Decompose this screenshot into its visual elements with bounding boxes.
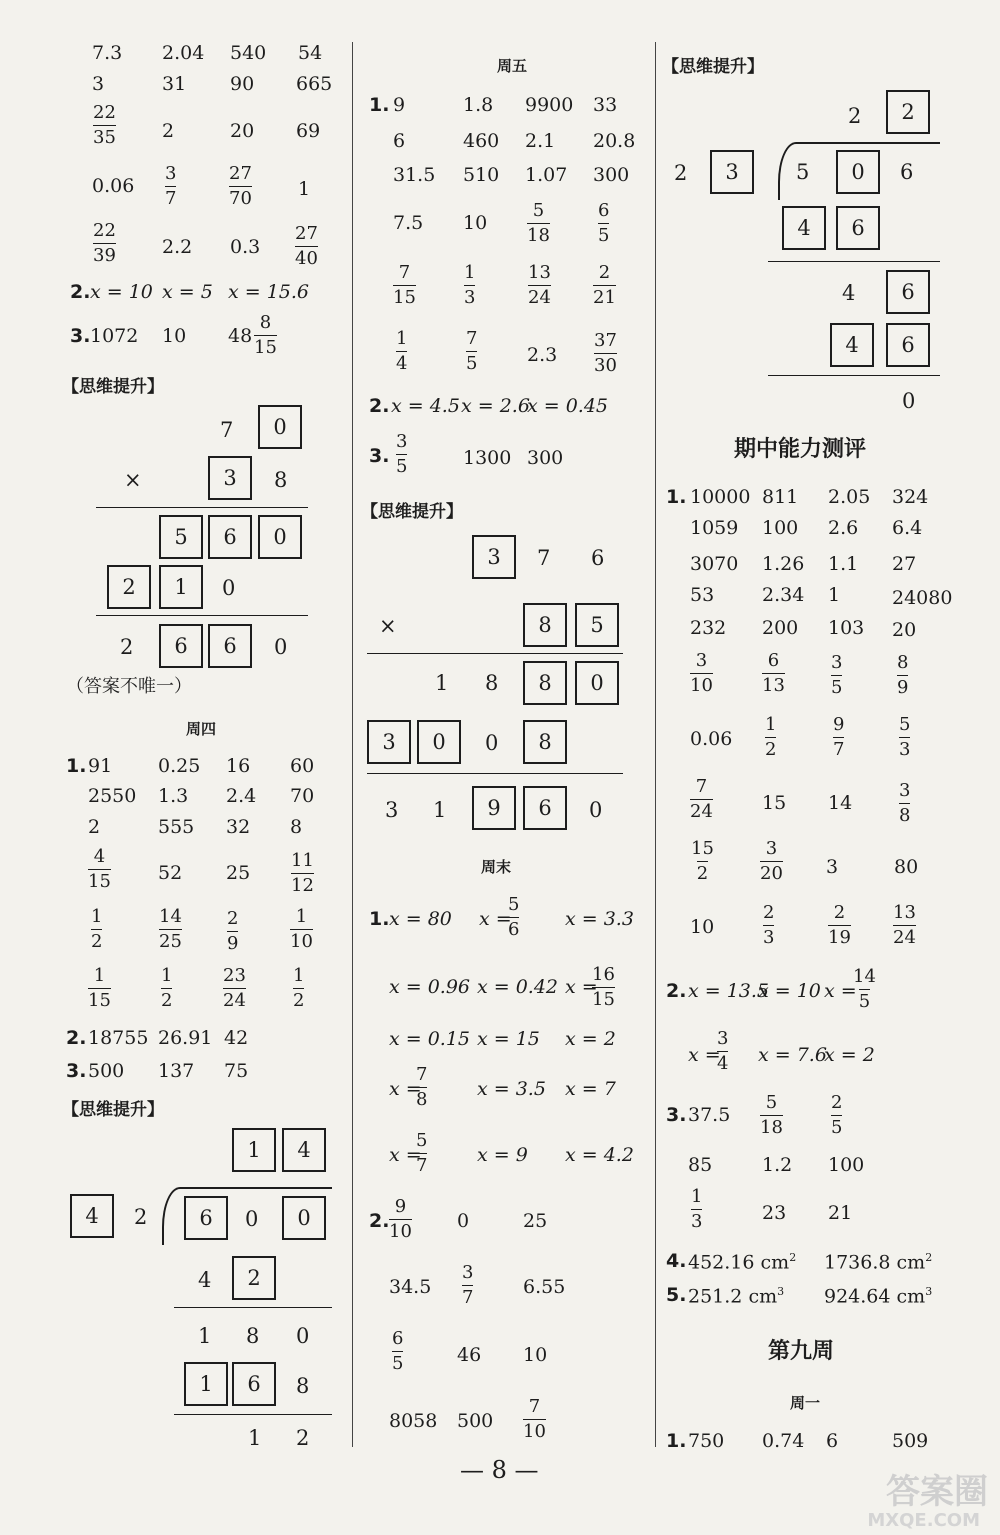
question-number: 2. (66, 1027, 87, 1049)
answer-cell: x = 4.5 (391, 395, 460, 417)
fraction: $\frac{13}{24}$ (893, 902, 916, 948)
answer-cell: 20 (230, 120, 255, 142)
rule-line (96, 507, 308, 508)
fraction: $\frac{3}{8}$ (899, 780, 911, 826)
answer-cell: 53 (690, 584, 715, 606)
answer-box: 3 (367, 720, 411, 764)
fraction: $\frac{22}{39}$ (93, 220, 116, 266)
digit: 6 (591, 546, 605, 570)
answer-cell: 0.06 (690, 728, 733, 750)
fraction: $\frac{1}{2}$ (765, 714, 777, 760)
answer-cell: 33 (593, 94, 618, 116)
answer-cell: 60 (290, 755, 315, 777)
answer-cell: 2 (162, 120, 175, 142)
answer-box: 3 (710, 150, 754, 194)
digit: 0 (245, 1207, 259, 1231)
answer-box: 5 (575, 603, 619, 647)
answer-cell: 3 (826, 856, 839, 878)
digit: 1 (198, 1324, 212, 1348)
answer-cell: 7.3 (92, 42, 123, 64)
fraction: $\frac{1}{3}$ (464, 262, 476, 308)
answer-cell: x = 9 (477, 1144, 528, 1166)
answer-cell: 6.55 (523, 1276, 566, 1298)
fraction: $\frac{7}{10}$ (523, 1396, 546, 1442)
fraction: $\frac{7}{24}$ (690, 776, 713, 822)
answer-cell: 750 (688, 1430, 725, 1452)
answer-cell: x = 3.3 (565, 908, 634, 930)
fraction: $\frac{22}{35}$ (93, 102, 116, 148)
answer-box: 3 (472, 535, 516, 579)
answer-cell: 10 (463, 212, 488, 234)
answer-box: 5 (159, 515, 203, 559)
answer-cell: 69 (296, 120, 321, 142)
rule-line (367, 773, 623, 774)
fraction: $\frac{15}{2}$ (691, 838, 714, 884)
question-number: 4. (666, 1250, 687, 1272)
question-number: 1. (66, 755, 87, 777)
answer-cell: 37.5 (688, 1104, 731, 1126)
answer-cell: 48 (228, 325, 253, 347)
answer-box: 2 (886, 90, 930, 134)
answer-box: 0 (258, 515, 302, 559)
answer-cell: 509 (892, 1430, 929, 1452)
answer-cell: 75 (224, 1060, 249, 1082)
answer-box: 6 (232, 1362, 276, 1406)
answer-cell: 200 (762, 617, 799, 639)
digit: 1 (433, 798, 447, 822)
rule-line (96, 615, 308, 616)
answer-cell: x = 10 (758, 980, 821, 1002)
digit: 4 (198, 1268, 212, 1292)
fraction: $\frac{8}{15}$ (254, 312, 277, 358)
question-number: 5. (666, 1284, 687, 1306)
fraction: $\frac{5}{6}$ (508, 894, 520, 940)
fraction: $\frac{5}{7}$ (416, 1130, 428, 1176)
answer-box: 0 (258, 405, 302, 449)
fraction: $\frac{5}{18}$ (527, 200, 550, 246)
answer-cell: 2.2 (162, 236, 193, 258)
answer-cell: 1300 (463, 447, 512, 469)
answer-cell: 1.07 (525, 164, 568, 186)
answer-box: 1 (184, 1362, 228, 1406)
answer-cell: 23 (762, 1202, 787, 1224)
answer-cell: 42 (224, 1027, 249, 1049)
question-number: 3. (369, 445, 390, 467)
answer-cell: 460 (463, 130, 500, 152)
rule-line (174, 1307, 332, 1308)
question-number: 3. (66, 1060, 87, 1082)
digit: 8 (246, 1324, 260, 1348)
answer-cell: 1 (298, 178, 311, 200)
answer-box: 2 (232, 1256, 276, 1300)
answer-cell: 555 (158, 816, 195, 838)
answer-cell: x = (479, 908, 512, 930)
digit: 2 (296, 1426, 310, 1450)
fraction: $\frac{1}{2}$ (91, 906, 103, 952)
answer-box: 8 (523, 720, 567, 764)
column-1 (0, 0, 345, 1450)
answer-box: 1 (232, 1128, 276, 1172)
answer-cell: 500 (88, 1060, 125, 1082)
digit: 8 (485, 671, 499, 695)
rule-line (174, 1414, 332, 1415)
answer-cell: 15 (762, 792, 787, 814)
answer-cell: 8 (290, 816, 303, 838)
digit: 5 (796, 160, 810, 184)
answer-cell: 665 (296, 73, 333, 95)
answer-box: 6 (208, 515, 252, 559)
answer-cell: 2.04 (162, 42, 205, 64)
fraction: $\frac{3}{4}$ (717, 1028, 729, 1074)
fraction: $\frac{5}{3}$ (899, 714, 911, 760)
answer-cell: 251.2 $cm^3$ (688, 1285, 785, 1308)
multiply-sign: × (124, 468, 142, 492)
answer-cell: 2.3 (527, 344, 558, 366)
question-number: 2. (666, 980, 687, 1002)
answer-cell: 32 (226, 816, 251, 838)
fraction: $\frac{27}{70}$ (229, 163, 252, 209)
answer-cell: 70 (290, 785, 315, 807)
answer-cell: 2550 (88, 785, 137, 807)
answer-cell: 1.1 (828, 553, 859, 575)
fraction: $\frac{3}{10}$ (690, 650, 713, 696)
fraction: $\frac{16}{15}$ (592, 964, 615, 1010)
answer-cell: 46 (457, 1344, 482, 1366)
answer-cell: 1.26 (762, 553, 805, 575)
answer-cell: x = (824, 980, 857, 1002)
answer-cell: 1.8 (463, 94, 494, 116)
question-number: 3. (666, 1104, 687, 1126)
section-title: 期中能力测评 (734, 437, 867, 462)
digit: 2 (674, 161, 688, 185)
fraction: $\frac{2}{19}$ (828, 902, 851, 948)
answer-cell: 452.16 $cm^2$ (688, 1251, 797, 1274)
answer-cell: 34.5 (389, 1276, 432, 1298)
watermark-logo: 答案圈 (886, 1472, 988, 1512)
fraction: $\frac{2}{3}$ (763, 902, 775, 948)
digit: 2 (134, 1205, 148, 1229)
fraction: $\frac{14}{5}$ (853, 966, 876, 1012)
answer-cell: 103 (828, 617, 865, 639)
answer-cell: x = (688, 1044, 721, 1066)
answer-cell: x = 2 (824, 1044, 875, 1066)
digit: 0 (485, 731, 499, 755)
answer-cell: x = 80 (389, 908, 452, 930)
digit: 1 (248, 1426, 262, 1450)
answer-cell: 300 (527, 447, 564, 469)
answer-cell: 6 (826, 1430, 839, 1452)
answer-cell: 16 (226, 755, 251, 777)
digit: 0 (296, 1324, 310, 1348)
column-divider (352, 42, 353, 1447)
question-number: 3. (70, 325, 91, 347)
digit: 0 (902, 389, 916, 413)
answer-cell: 27 (892, 553, 917, 575)
answer-cell: 500 (457, 1410, 494, 1432)
fraction: $\frac{1}{2}$ (161, 965, 173, 1011)
answer-cell: 7.5 (393, 212, 424, 234)
fraction: $\frac{27}{40}$ (295, 223, 318, 269)
digit: 8 (274, 468, 288, 492)
answer-cell: x = (565, 976, 598, 998)
digit: 6 (900, 160, 914, 184)
answer-cell: x = 0.15 (389, 1028, 471, 1050)
answer-cell: 0.74 (762, 1430, 805, 1452)
fraction: $\frac{9}{10}$ (389, 1196, 412, 1242)
answer-cell: 2.34 (762, 584, 805, 606)
fraction: $\frac{2}{9}$ (227, 908, 239, 954)
answer-cell: 0.25 (158, 755, 201, 777)
fraction: $\frac{1}{2}$ (293, 965, 305, 1011)
digit: 0 (589, 798, 603, 822)
answer-cell: x = 0.45 (527, 395, 609, 417)
question-number: 1. (666, 486, 687, 508)
answer-cell: 2.6 (828, 517, 859, 539)
answer-cell: 232 (690, 617, 727, 639)
answer-cell: 14 (828, 792, 853, 814)
answer-box: 6 (886, 323, 930, 367)
answer-cell: 2.4 (226, 785, 257, 807)
fraction: $\frac{1}{10}$ (290, 906, 313, 952)
column-2 (355, 0, 655, 1450)
answer-box: 3 (208, 456, 252, 500)
answer-cell: 10 (162, 325, 187, 347)
digit: 4 (842, 281, 856, 305)
question-number: 1. (369, 908, 390, 930)
answer-cell: 100 (762, 517, 799, 539)
answer-cell: 1059 (690, 517, 739, 539)
answer-box: 6 (184, 1196, 228, 1240)
answer-box: 0 (417, 720, 461, 764)
answer-cell: 9 (393, 94, 406, 116)
answer-box: 4 (282, 1128, 326, 1172)
answer-cell: 31 (162, 73, 187, 95)
section-header: 【思维提升】 (62, 377, 164, 397)
answer-cell: x = 15 (477, 1028, 540, 1050)
answer-box: 1 (159, 565, 203, 609)
multiply-sign: × (379, 614, 397, 638)
digit: 2 (120, 635, 134, 659)
answer-cell: 54 (298, 42, 323, 64)
question-number: 2. (369, 395, 390, 417)
fraction: $\frac{1}{15}$ (88, 965, 111, 1011)
answer-box: 8 (523, 661, 567, 705)
answer-cell: 21 (828, 1202, 853, 1224)
answer-cell: 1 (828, 584, 841, 606)
fraction: $\frac{7}{5}$ (466, 328, 478, 374)
day-heading: 周末 (481, 858, 512, 876)
answer-cell: 10000 (690, 486, 751, 508)
fraction: $\frac{2}{21}$ (593, 262, 616, 308)
answer-cell: 1072 (90, 325, 139, 347)
answer-cell: x = (389, 1144, 422, 1166)
answer-cell: x = 0.96 (389, 976, 471, 998)
page-number: — 8 — (460, 1456, 539, 1484)
answer-cell: x = 5 (162, 281, 213, 303)
answer-box: 4 (782, 206, 826, 250)
digit: 2 (848, 104, 862, 128)
answer-cell: 10 (690, 916, 715, 938)
answer-cell: 1.3 (158, 785, 189, 807)
answer-cell: 10 (523, 1344, 548, 1366)
answer-cell: 85 (688, 1154, 713, 1176)
answer-cell: 0 (457, 1210, 470, 1232)
answer-cell: 20 (892, 619, 917, 641)
column-3 (658, 0, 1000, 1450)
answer-cell: 1.2 (762, 1154, 793, 1176)
fraction: $\frac{1}{4}$ (396, 328, 408, 374)
fraction: $\frac{23}{24}$ (223, 965, 246, 1011)
answer-box: 0 (836, 150, 880, 194)
section-header: 【思维提升】 (662, 57, 764, 77)
week-title: 第九周 (768, 1339, 835, 1364)
answer-cell: x = 15.6 (228, 281, 310, 303)
answer-cell: 510 (463, 164, 500, 186)
answer-cell: x = 7 (565, 1078, 616, 1100)
answer-cell: x = 13.5 (688, 980, 770, 1002)
digit: 0 (222, 576, 236, 600)
answer-cell: x = 4.2 (565, 1144, 634, 1166)
answer-box: 4 (830, 323, 874, 367)
answer-cell: 924.64 $cm^3$ (824, 1285, 933, 1308)
answer-cell: 20.8 (593, 130, 636, 152)
fraction: $\frac{11}{12}$ (291, 850, 314, 896)
answer-box: 4 (70, 1194, 114, 1238)
answer-cell: 0.3 (230, 236, 261, 258)
answer-cell: 25 (226, 862, 251, 884)
fraction: $\frac{3}{20}$ (760, 838, 783, 884)
fraction: $\frac{5}{18}$ (760, 1092, 783, 1138)
answer-cell: 811 (762, 486, 799, 508)
answer-box: 2 (107, 565, 151, 609)
fraction: $\frac{13}{24}$ (528, 262, 551, 308)
rule-line (768, 261, 940, 262)
answer-cell: 24080 (892, 587, 953, 609)
answer-cell: 540 (230, 42, 267, 64)
answer-cell: 6.4 (892, 517, 923, 539)
fraction: $\frac{6}{5}$ (598, 200, 610, 246)
digit: 0 (274, 635, 288, 659)
fraction: $\frac{6}{5}$ (392, 1328, 404, 1374)
question-number: 2. (70, 281, 91, 303)
fraction: $\frac{4}{15}$ (88, 846, 111, 892)
answer-cell: 0.06 (92, 175, 135, 197)
answer-cell: 9900 (525, 94, 574, 116)
answer-cell: 100 (828, 1154, 865, 1176)
digit: 1 (435, 671, 449, 695)
answer-cell: x = 2.6 (461, 395, 530, 417)
answer-cell: 18755 (88, 1027, 149, 1049)
day-heading: 周五 (497, 57, 528, 75)
answer-cell: 25 (523, 1210, 548, 1232)
answer-cell: 3070 (690, 553, 739, 575)
fraction: $\frac{9}{7}$ (833, 714, 845, 760)
answer-box: 8 (523, 603, 567, 647)
answer-box: 6 (208, 624, 252, 668)
watermark-url: MXQE.COM (867, 1510, 980, 1531)
answer-cell: 2.05 (828, 486, 871, 508)
answer-box: 0 (282, 1196, 326, 1240)
fraction: $\frac{14}{25}$ (159, 906, 182, 952)
digit: 8 (296, 1374, 310, 1398)
answer-cell: 2 (88, 816, 101, 838)
answer-cell: x = 0.42 (477, 976, 559, 998)
answer-box: 6 (836, 206, 880, 250)
answer-cell: 3 (92, 73, 105, 95)
answer-cell: 90 (230, 73, 255, 95)
answer-cell: 1736.8 $cm^2$ (824, 1251, 933, 1274)
answer-cell: 6 (393, 130, 406, 152)
fraction: $\frac{3}{7}$ (165, 163, 177, 209)
digit: 7 (537, 546, 551, 570)
answer-cell: x = 7.6 (758, 1044, 827, 1066)
question-number: 2. (369, 1210, 390, 1232)
answer-cell: 26.91 (158, 1027, 213, 1049)
fraction: $\frac{7}{8}$ (416, 1064, 428, 1110)
fraction: $\frac{3}{7}$ (462, 1262, 474, 1308)
answer-cell: 8058 (389, 1410, 438, 1432)
fraction: $\frac{1}{3}$ (691, 1186, 703, 1232)
section-header: 【思维提升】 (62, 1100, 164, 1120)
fraction: $\frac{2}{5}$ (831, 1092, 843, 1138)
answer-cell: x = 2 (565, 1028, 616, 1050)
fraction: $\frac{7}{15}$ (393, 262, 416, 308)
answer-cell: 31.5 (393, 164, 436, 186)
question-number: 1. (666, 1430, 687, 1452)
answer-cell: 2.1 (525, 130, 556, 152)
rule-line (367, 653, 623, 654)
answer-box: 0 (575, 661, 619, 705)
question-number: 1. (369, 94, 390, 116)
digit: 7 (220, 418, 234, 442)
fraction: $\frac{37}{30}$ (594, 330, 617, 376)
answer-cell: 300 (593, 164, 630, 186)
answer-box: 6 (523, 786, 567, 830)
fraction: $\frac{6}{13}$ (762, 650, 785, 696)
answer-cell: 91 (88, 755, 113, 777)
fraction: $\frac{3}{5}$ (831, 652, 843, 698)
answer-cell: 52 (158, 862, 183, 884)
note: （答案不唯一） (66, 676, 192, 697)
fraction: $\frac{3}{5}$ (396, 431, 408, 477)
answer-box: 6 (886, 270, 930, 314)
answer-cell: x = 3.5 (477, 1078, 546, 1100)
fraction: $\frac{8}{9}$ (897, 652, 909, 698)
rule-line (768, 375, 940, 376)
section-header: 【思维提升】 (361, 502, 463, 522)
answer-cell: 80 (894, 856, 919, 878)
answer-box: 6 (159, 624, 203, 668)
digit: 3 (385, 798, 399, 822)
answer-cell: 324 (892, 486, 929, 508)
answer-cell: x = (389, 1078, 422, 1100)
answer-box: 9 (472, 786, 516, 830)
day-heading: 周四 (186, 720, 217, 738)
answer-cell: x = 10 (90, 281, 153, 303)
answer-cell: 137 (158, 1060, 195, 1082)
column-divider (655, 42, 656, 1447)
day-heading: 周一 (790, 1394, 821, 1412)
